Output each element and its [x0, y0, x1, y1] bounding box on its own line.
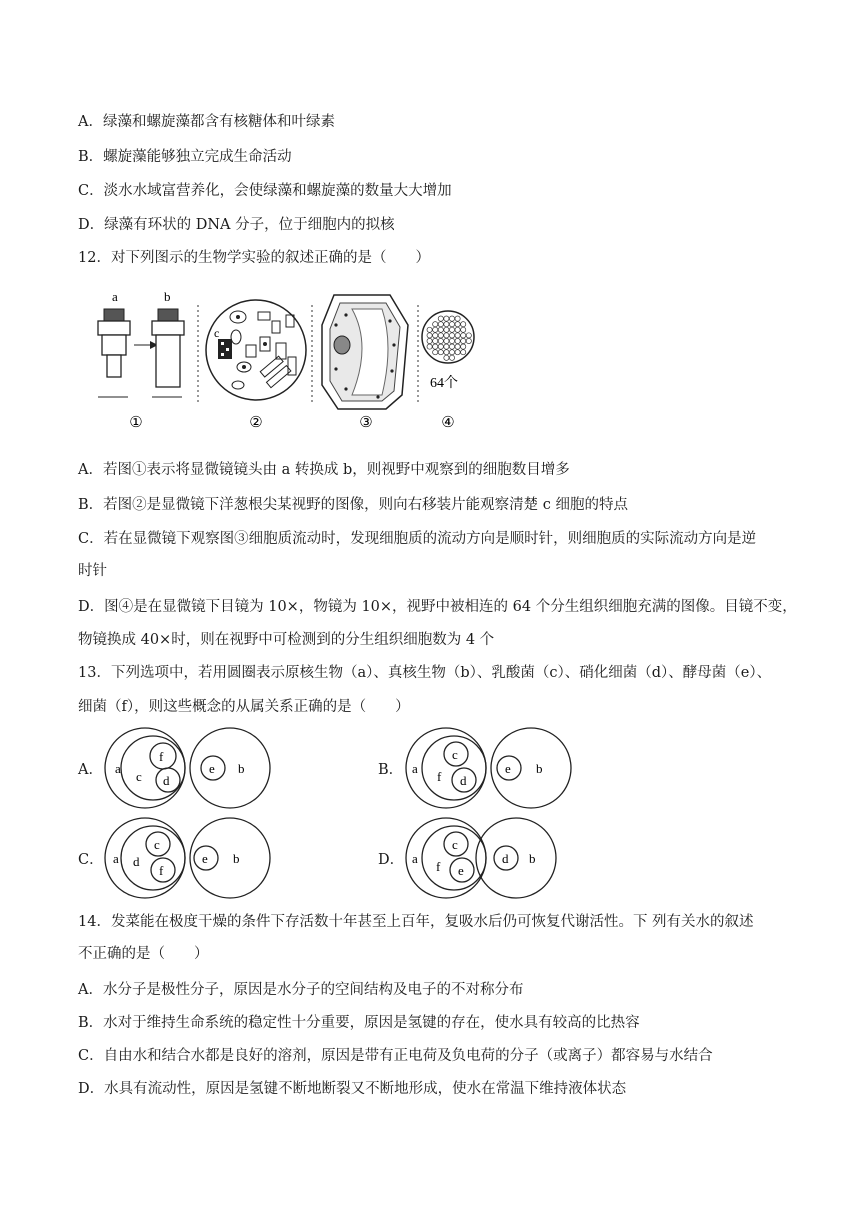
panel-label-1: ① — [129, 415, 143, 431]
svg-text:b: b — [233, 851, 240, 866]
q12-option-d-line2: 物镜换成 40×时，则在视野中可检测到的分生组织细胞数为 4 个 — [78, 632, 495, 648]
q14-option-b: B．水对于维持生命系统的稳定性十分重要，原因是氢键的存在，使水具有较高的比热容 — [78, 1015, 640, 1031]
q12-option-c-line1: C．若在显微镜下观察图③细胞质流动时，发现细胞质的流动方向是顺时针，则细胞质的实际流动方向是逆 — [78, 531, 757, 547]
panel4-64-cells — [422, 311, 474, 363]
svg-text:d: d — [163, 773, 170, 788]
q11-option-b: B．螺旋藻能够独立完成生命活动 — [78, 149, 292, 165]
panel3-plant-cell — [322, 295, 408, 409]
svg-text:c: c — [136, 769, 142, 784]
q12-option-c-line2: 时针 — [78, 563, 107, 579]
q13-choice-d-letter: D． — [378, 852, 405, 868]
svg-text:a: a — [113, 851, 119, 866]
svg-text:e: e — [209, 761, 215, 776]
cell-count-label: 64个 — [430, 376, 458, 391]
panel1-objective-lenses — [98, 289, 184, 397]
panel-label-3: ③ — [359, 415, 373, 431]
q12-option-d-line1: D．图④是在显微镜下目镜为 10×，物镜为 10×，视野中被相连的 64 个分生组织细胞充满的图像。目镜不变， — [78, 599, 797, 615]
svg-text:f: f — [437, 769, 442, 784]
svg-text:a: a — [412, 761, 418, 776]
svg-text:b: b — [529, 851, 536, 866]
q11-option-d: D．绿藻有环状的 DNA 分子，位于细胞内的拟核 — [78, 217, 395, 233]
q14-option-d: D．水具有流动性，原因是氢键不断地断裂又不断地形成，使水在常温下维持液体状态 — [78, 1081, 627, 1097]
svg-text:d: d — [460, 773, 467, 788]
panel-label-2: ② — [249, 415, 263, 431]
svg-text:d: d — [133, 854, 140, 869]
lens-b-label: b — [164, 289, 171, 304]
q13-choice-c-diagram — [103, 816, 283, 902]
q13-choice-b-diagram — [404, 726, 584, 812]
svg-text:d: d — [502, 851, 509, 866]
q13-choice-c-letter: C． — [78, 852, 104, 868]
q13-stem-line1: 13．下列选项中，若用圆圈表示原核生物（a）、真核生物（b）、乳酸菌（c）、硝化细菌（d）、酵母菌（e）、 — [78, 665, 772, 681]
svg-text:c: c — [154, 837, 160, 852]
q14-option-a: A．水分子是极性分子，原因是水分子的空间结构及电子的不对称分布 — [78, 982, 524, 998]
q13-choice-b-letter: B． — [378, 762, 404, 778]
q12-option-a: A．若图①表示将显微镜镜头由 a 转换成 b，则视野中观察到的细胞数目增多 — [78, 462, 570, 478]
q11-option-c: C．淡水水域富营养化，会使绿藻和螺旋藻的数量大大增加 — [78, 183, 452, 199]
q11-option-a: A．绿藻和螺旋藻都含有核糖体和叶绿素 — [78, 114, 335, 130]
q14-stem-line1: 14．发菜能在极度干燥的条件下存活数十年甚至上百年，复吸水后仍可恢复代谢活性。下 列有关水的叙述 — [78, 914, 754, 930]
panel2-root-tip-view — [206, 300, 306, 400]
q14-stem-line2: 不正确的是（ ） — [78, 946, 209, 962]
lens-a-label: a — [112, 289, 118, 304]
q12-stem: 12．对下列图示的生物学实验的叙述正确的是（ ） — [78, 250, 430, 266]
svg-text:b: b — [238, 761, 245, 776]
q12-figure — [90, 285, 490, 435]
svg-text:f: f — [159, 863, 164, 878]
cell-c-label: c — [214, 326, 220, 340]
svg-text:b: b — [536, 761, 543, 776]
svg-text:a: a — [412, 851, 418, 866]
q13-stem-line2: 细菌（f），则这些概念的从属关系正确的是（ ） — [78, 699, 410, 715]
q14-option-c: C．自由水和结合水都是良好的溶剂，原因是带有正电荷及负电荷的分子（或离子）都容易与水结合 — [78, 1048, 713, 1064]
svg-text:f: f — [159, 749, 164, 764]
panel-label-4: ④ — [441, 415, 455, 431]
svg-text:a: a — [115, 761, 121, 776]
q13-choice-a-letter: A． — [78, 762, 103, 778]
svg-text:e: e — [458, 863, 464, 878]
q13-choice-d-diagram — [404, 816, 584, 902]
svg-text:c: c — [452, 837, 458, 852]
svg-text:e: e — [202, 851, 208, 866]
svg-text:c: c — [452, 747, 458, 762]
q13-choice-a-diagram — [103, 726, 283, 812]
q12-option-b: B．若图②是显微镜下洋葱根尖某视野的图像，则向右移装片能观察清楚 c 细胞的特点 — [78, 497, 628, 513]
svg-text:e: e — [505, 761, 511, 776]
svg-text:f: f — [436, 859, 441, 874]
